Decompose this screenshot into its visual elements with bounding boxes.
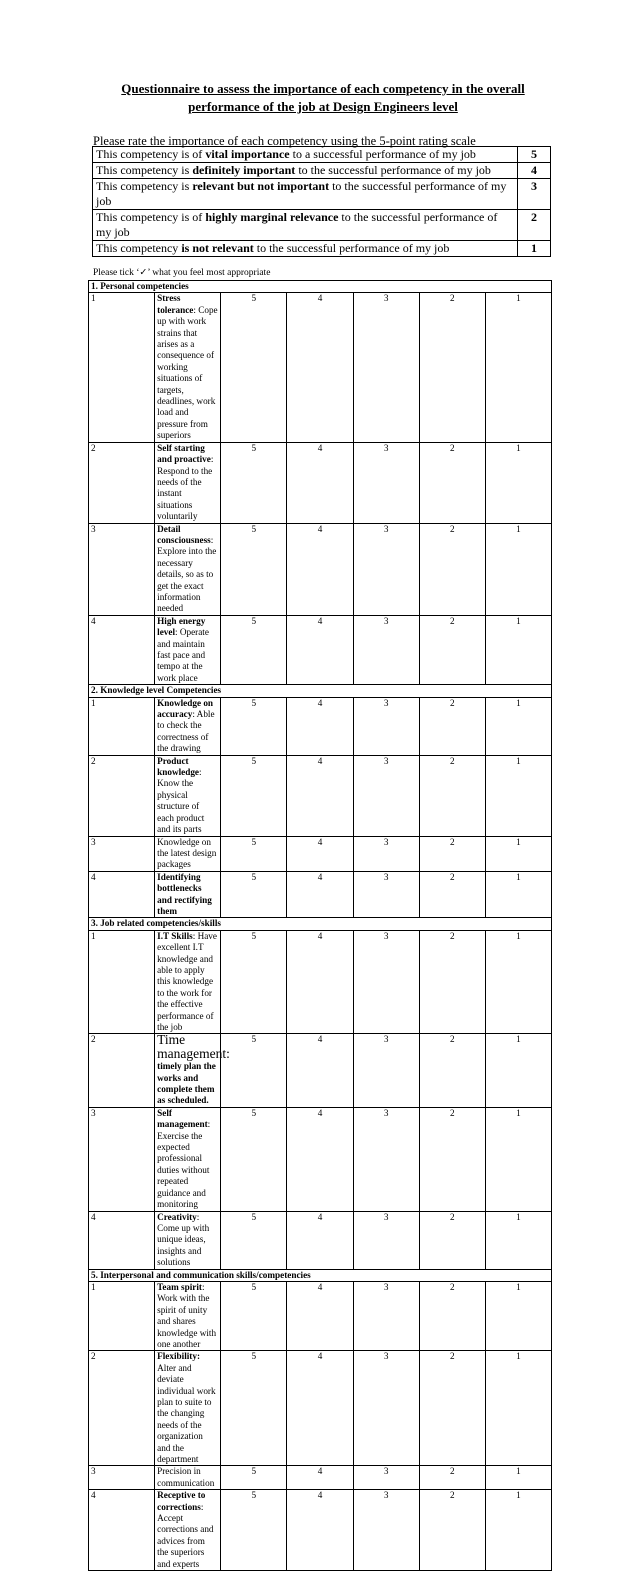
competency-row xyxy=(89,871,552,918)
rating-option-4[interactable]: 4 xyxy=(287,1351,353,1466)
competency-row xyxy=(89,293,552,442)
rating-option-2[interactable]: 2 xyxy=(419,615,485,684)
scale-text-post: to the successful performance of my job xyxy=(96,179,507,208)
rating-option-2[interactable]: 2 xyxy=(419,523,485,615)
item-number: 4 xyxy=(89,615,155,684)
rating-option-3[interactable]: 3 xyxy=(353,836,419,871)
competency-row xyxy=(89,1034,552,1107)
rating-option-4[interactable]: 4 xyxy=(287,1281,353,1350)
scale-row xyxy=(93,163,551,179)
competency-name: Team spirit xyxy=(157,1281,202,1292)
scale-text-pre: This competency xyxy=(96,241,182,255)
competency-row xyxy=(89,1281,552,1350)
rating-option-5[interactable]: 5 xyxy=(221,1466,287,1490)
section-header: 3. Job related competencies/skills xyxy=(89,918,552,930)
rating-option-5[interactable]: 5 xyxy=(221,1034,287,1107)
competency-name: Detail consciousness xyxy=(157,523,211,545)
rating-option-3[interactable]: 3 xyxy=(353,615,419,684)
scale-description xyxy=(93,179,518,210)
competency-name: Product knowledge xyxy=(157,755,200,778)
competency-row xyxy=(89,1107,552,1211)
competency-row xyxy=(89,1490,552,1571)
scale-text-emphasis: relevant but not important xyxy=(192,179,330,193)
competency-detail: : Have excellent I.T knowledge and able to apply this knowledge to the work for the effective performance of the job xyxy=(157,930,217,1032)
scale-row xyxy=(93,179,551,210)
competency-description xyxy=(155,697,221,755)
rating-option-1[interactable]: 1 xyxy=(485,1211,551,1269)
scale-text-emphasis: is not relevant xyxy=(181,241,254,255)
competency-detail: Precision in communication xyxy=(157,1466,215,1488)
rating-option-5[interactable]: 5 xyxy=(221,1107,287,1211)
rating-option-4[interactable]: 4 xyxy=(287,615,353,684)
competency-detail: : Cope up with work strains that arises as a consequence of working situations of targets, deadlines, work load and pressure from superiors xyxy=(157,304,218,441)
rating-option-5[interactable]: 5 xyxy=(221,523,287,615)
rating-option-1[interactable]: 1 xyxy=(485,1107,551,1211)
competency-description xyxy=(155,523,221,615)
rating-option-3[interactable]: 3 xyxy=(353,1466,419,1490)
competency-name: Self management xyxy=(157,1107,208,1130)
item-number: 4 xyxy=(89,1490,155,1571)
rating-option-3[interactable]: 3 xyxy=(353,293,419,442)
competency-name: Receptive to corrections xyxy=(157,1490,206,1512)
competency-detail: : Operate and maintain fast pace and tempo at the work place xyxy=(157,627,209,683)
competency-description xyxy=(155,1211,221,1269)
rating-option-1[interactable]: 1 xyxy=(485,1490,551,1571)
rating-option-5[interactable]: 5 xyxy=(221,615,287,684)
rating-option-2[interactable]: 2 xyxy=(419,930,485,1034)
rating-option-4[interactable]: 4 xyxy=(287,1490,353,1571)
scale-text-emphasis: definitely important xyxy=(192,163,296,177)
rating-option-4[interactable]: 4 xyxy=(287,755,353,836)
rating-option-2[interactable]: 2 xyxy=(419,1351,485,1466)
competency-row xyxy=(89,930,552,1034)
rating-option-3[interactable]: 3 xyxy=(353,697,419,755)
rating-option-3[interactable]: 3 xyxy=(353,1281,419,1350)
rating-option-1[interactable]: 1 xyxy=(485,1351,551,1466)
item-number: 3 xyxy=(89,836,155,871)
scale-description xyxy=(93,210,518,241)
rating-option-3[interactable]: 3 xyxy=(353,871,419,918)
rating-option-2[interactable]: 2 xyxy=(419,1211,485,1269)
rating-option-2[interactable]: 2 xyxy=(419,871,485,918)
competency-detail: : Exercise the expected professional duties without repeated guidance and monitoring xyxy=(157,1119,211,1210)
rating-option-5[interactable]: 5 xyxy=(221,697,287,755)
scale-text-pre: This competency is of xyxy=(96,147,206,161)
rating-option-4[interactable]: 4 xyxy=(287,1034,353,1107)
competency-description xyxy=(155,615,221,684)
rating-option-1[interactable]: 1 xyxy=(485,836,551,871)
rating-option-5[interactable]: 5 xyxy=(221,1211,287,1269)
section-header-row xyxy=(89,1269,552,1281)
rating-option-4[interactable]: 4 xyxy=(287,930,353,1034)
rating-option-5[interactable]: 5 xyxy=(221,1351,287,1466)
competency-name: Creativity xyxy=(157,1211,197,1222)
scale-row xyxy=(93,241,551,257)
scale-text-emphasis: vital importance xyxy=(205,147,290,161)
scale-score: 4 xyxy=(518,163,551,179)
competency-description xyxy=(155,1032,230,1107)
rating-option-3[interactable]: 3 xyxy=(353,930,419,1034)
competency-detail: : Explore into the necessary details, so as to get the exact information needed xyxy=(157,534,217,614)
competency-description xyxy=(155,1281,221,1350)
competency-detail: Knowledge on the latest design packages xyxy=(157,836,217,870)
rating-option-2[interactable]: 2 xyxy=(419,1490,485,1571)
item-number: 2 xyxy=(89,1034,155,1107)
competency-name: Stress tolerance xyxy=(157,293,194,315)
title-line-2: performance of the job at Design Engineers level xyxy=(188,99,458,114)
competency-name: Identifying bottlenecks and rectifying them xyxy=(157,871,212,916)
title-line-1: Questionnaire to assess the importance of each competency in the overall xyxy=(121,81,525,96)
competency-detail: : Able to check the correctness of the drawing xyxy=(157,709,215,754)
section-header-row xyxy=(89,918,552,930)
rating-option-5[interactable]: 5 xyxy=(221,930,287,1034)
rating-option-1[interactable]: 1 xyxy=(485,930,551,1034)
rating-option-1[interactable]: 1 xyxy=(485,871,551,918)
rating-option-2[interactable]: 2 xyxy=(419,836,485,871)
rating-option-5[interactable]: 5 xyxy=(221,836,287,871)
competency-detail: : Respond to the needs of the instant situations voluntarily xyxy=(157,454,214,522)
competency-table xyxy=(88,280,552,1571)
scale-row xyxy=(93,210,551,241)
competency-row xyxy=(89,697,552,755)
scale-description xyxy=(93,147,518,163)
rating-option-2[interactable]: 2 xyxy=(419,293,485,442)
competency-row xyxy=(89,615,552,684)
item-number: 2 xyxy=(89,442,155,523)
rating-option-3[interactable]: 3 xyxy=(353,755,419,836)
rating-option-2[interactable]: 2 xyxy=(419,1107,485,1211)
competency-row xyxy=(89,1351,552,1466)
competency-description xyxy=(155,1466,221,1490)
rating-option-3[interactable]: 3 xyxy=(353,442,419,523)
scale-text-pre: This competency is xyxy=(96,163,193,177)
item-number: 1 xyxy=(89,930,155,1034)
competency-row xyxy=(89,442,552,523)
item-number: 1 xyxy=(89,1281,155,1350)
competency-description xyxy=(155,1351,221,1466)
item-number: 3 xyxy=(89,523,155,615)
item-number: 3 xyxy=(89,1466,155,1490)
rating-option-3[interactable]: 3 xyxy=(353,1107,419,1211)
rating-option-5[interactable]: 5 xyxy=(221,871,287,918)
rating-option-1[interactable]: 1 xyxy=(485,1466,551,1490)
rating-option-5[interactable]: 5 xyxy=(221,442,287,523)
rating-scale-intro: Please rate the importance of each competency using the 5-point rating scale xyxy=(93,134,476,148)
rating-option-2[interactable]: 2 xyxy=(419,1034,485,1107)
rating-option-2[interactable]: 2 xyxy=(419,1281,485,1350)
rating-option-4[interactable]: 4 xyxy=(287,523,353,615)
rating-option-5[interactable]: 5 xyxy=(221,293,287,442)
competency-description xyxy=(155,1490,221,1571)
item-number: 2 xyxy=(89,1351,155,1466)
rating-option-4[interactable]: 4 xyxy=(287,836,353,871)
item-number: 4 xyxy=(89,1211,155,1269)
rating-option-2[interactable]: 2 xyxy=(419,1466,485,1490)
rating-option-4[interactable]: 4 xyxy=(287,871,353,918)
competency-description xyxy=(155,293,221,442)
rating-option-3[interactable]: 3 xyxy=(353,523,419,615)
competency-description xyxy=(155,755,221,836)
scale-text-post: to the successful performance of my job xyxy=(96,210,498,239)
competency-row xyxy=(89,836,552,871)
scale-score: 2 xyxy=(518,210,551,241)
competency-name: Knowledge on accuracy xyxy=(157,697,214,720)
section-header: 1. Personal competencies xyxy=(89,281,552,293)
competency-detail: Alter and deviate individual work plan to suite to the changing needs of the organization and the department xyxy=(157,1362,216,1465)
competency-detail: timely plan the works and complete them as scheduled. xyxy=(157,1061,216,1106)
rating-option-5[interactable]: 5 xyxy=(221,1490,287,1571)
scale-description xyxy=(93,241,518,257)
competency-name: I.T Skills xyxy=(157,930,193,941)
scale-score: 1 xyxy=(518,241,551,257)
competency-name: Self starting and proactive xyxy=(157,442,211,465)
competency-row xyxy=(89,755,552,836)
competency-detail: : Come up with unique ideas, insights and solutions xyxy=(157,1211,210,1268)
competency-detail: : Work with the spirit of unity and shares knowledge with one another xyxy=(157,1281,217,1349)
rating-option-1[interactable]: 1 xyxy=(485,1034,551,1107)
rating-option-3[interactable]: 3 xyxy=(353,1034,419,1107)
scale-score: 5 xyxy=(518,147,551,163)
competency-row xyxy=(89,523,552,615)
rating-option-2[interactable]: 2 xyxy=(419,697,485,755)
rating-option-4[interactable]: 4 xyxy=(287,442,353,523)
competency-description xyxy=(155,836,221,871)
competency-detail: : Know the physical structure of each product and its parts xyxy=(157,767,205,835)
rating-option-1[interactable]: 1 xyxy=(485,755,551,836)
rating-option-3[interactable]: 3 xyxy=(353,1211,419,1269)
section-header-row xyxy=(89,685,552,697)
section-header: 2. Knowledge level Competencies xyxy=(89,685,552,697)
competency-detail: : Accept corrections and advices from the superiors and experts xyxy=(157,1501,214,1569)
competency-description xyxy=(155,871,221,918)
competency-row xyxy=(89,1211,552,1269)
rating-option-1[interactable]: 1 xyxy=(485,697,551,755)
rating-option-3[interactable]: 3 xyxy=(353,1490,419,1571)
rating-option-4[interactable]: 4 xyxy=(287,293,353,442)
rating-option-4[interactable]: 4 xyxy=(287,697,353,755)
tick-instruction: Please tick ‘✓’ what you feel most appropriate xyxy=(93,268,271,278)
scale-text-pre: This competency is xyxy=(96,179,193,193)
section-header-row xyxy=(89,281,552,293)
competency-name: Time management: xyxy=(157,1032,230,1061)
item-number: 4 xyxy=(89,871,155,918)
scale-text-post: to the successful performance of my job xyxy=(295,163,491,177)
item-number: 1 xyxy=(89,293,155,442)
item-number: 1 xyxy=(89,697,155,755)
competency-name: Flexibility: xyxy=(157,1351,201,1362)
scale-text-post: to the successful performance of my job xyxy=(253,241,450,255)
item-number: 2 xyxy=(89,755,155,836)
rating-option-1[interactable]: 1 xyxy=(485,523,551,615)
rating-option-4[interactable]: 4 xyxy=(287,1107,353,1211)
rating-option-2[interactable]: 2 xyxy=(419,755,485,836)
rating-option-5[interactable]: 5 xyxy=(221,755,287,836)
rating-option-4[interactable]: 4 xyxy=(287,1466,353,1490)
competency-description xyxy=(155,442,221,523)
rating-option-2[interactable]: 2 xyxy=(419,442,485,523)
rating-option-3[interactable]: 3 xyxy=(353,1351,419,1466)
section-header: 5. Interpersonal and communication skills/competencies xyxy=(89,1269,552,1281)
rating-option-5[interactable]: 5 xyxy=(221,1281,287,1350)
competency-name: High energy level xyxy=(157,615,206,638)
scale-row xyxy=(93,147,551,163)
rating-option-1[interactable]: 1 xyxy=(485,442,551,523)
rating-scale-table xyxy=(92,146,551,257)
scale-text-post: to a successful performance of my job xyxy=(289,147,476,161)
scale-text-pre: This competency is of xyxy=(96,210,206,224)
rating-option-4[interactable]: 4 xyxy=(287,1211,353,1269)
scale-description xyxy=(93,163,518,179)
competency-description xyxy=(155,930,221,1034)
rating-option-1[interactable]: 1 xyxy=(485,615,551,684)
rating-option-1[interactable]: 1 xyxy=(485,1281,551,1350)
rating-option-1[interactable]: 1 xyxy=(485,293,551,442)
competency-description xyxy=(155,1107,221,1211)
scale-score: 3 xyxy=(518,179,551,210)
scale-text-emphasis: highly marginal relevance xyxy=(205,210,339,224)
item-number: 3 xyxy=(89,1107,155,1211)
competency-row xyxy=(89,1466,552,1490)
